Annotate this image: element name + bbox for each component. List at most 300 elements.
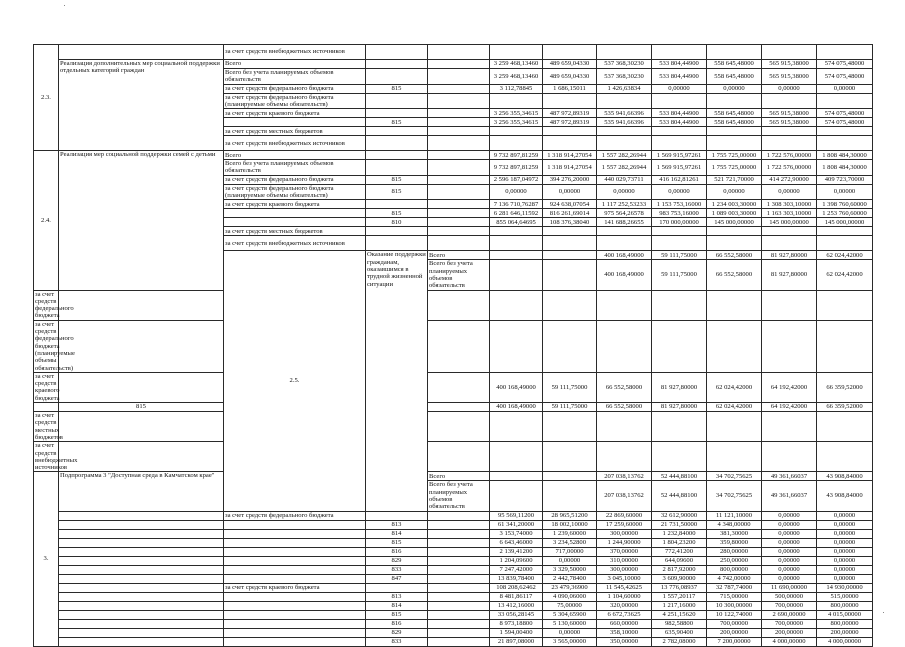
- grbs-code-cell: [366, 236, 428, 251]
- amount-cell: [543, 442, 597, 472]
- grbs-code-cell: 847: [366, 574, 428, 583]
- amount-cell: 200,00000: [817, 628, 873, 637]
- amount-cell: 81 927,80000: [652, 403, 707, 412]
- amount-cell: 0,00000: [762, 529, 817, 538]
- amount-cell: 574 075,48000: [817, 118, 873, 127]
- blank-cell: [543, 472, 597, 481]
- funding-source-cell: [224, 520, 366, 529]
- amount-cell: 66 552,58000: [707, 251, 762, 260]
- blank-cell: [428, 209, 490, 218]
- measure-name-cell: [59, 583, 224, 592]
- amount-cell: [652, 93, 707, 109]
- grbs-code-cell: 815: [366, 538, 428, 547]
- amount-cell: 3 112,78845: [490, 84, 543, 93]
- blank-cell: [428, 403, 490, 412]
- amount-cell: [707, 320, 762, 372]
- table-row: [34, 565, 873, 574]
- amount-cell: [543, 127, 597, 136]
- amount-cell: 10 300,00000: [707, 601, 762, 610]
- blank-cell: [428, 520, 490, 529]
- amount-cell: 0,00000: [762, 511, 817, 520]
- amount-cell: 1 253 760,60000: [817, 209, 873, 218]
- amount-cell: 14 930,00000: [817, 583, 873, 592]
- row-index-cell: 3.: [34, 472, 59, 646]
- measure-name-cell: [59, 520, 224, 529]
- blank-cell: [428, 236, 490, 251]
- measure-name-cell: [59, 592, 224, 601]
- amount-cell: 23 479,36900: [543, 583, 597, 592]
- amount-cell: 310,00000: [597, 556, 652, 565]
- amount-cell: 43 908,84000: [817, 472, 873, 481]
- amount-cell: 33 056,28145: [490, 610, 543, 619]
- amount-cell: 400 168,49000: [490, 372, 543, 402]
- funding-source-cell: Всего: [224, 60, 366, 69]
- amount-cell: [817, 136, 873, 151]
- amount-cell: 95 569,11200: [490, 511, 543, 520]
- grbs-code-cell: 813: [366, 520, 428, 529]
- amount-cell: [597, 136, 652, 151]
- amount-cell: 0,00000: [817, 565, 873, 574]
- row-index-cell: 2.4.: [34, 151, 59, 290]
- amount-cell: 81 927,80000: [762, 251, 817, 260]
- funding-source-cell: [224, 209, 366, 218]
- amount-cell: [543, 320, 597, 372]
- amount-cell: 62 024,42000: [817, 251, 873, 260]
- amount-cell: 18 002,10000: [543, 520, 597, 529]
- amount-cell: [762, 93, 817, 109]
- amount-cell: [597, 236, 652, 251]
- amount-cell: 2 596 187,04972: [490, 175, 543, 184]
- amount-cell: 3 153,74000: [490, 529, 543, 538]
- amount-cell: 66 552,58000: [597, 403, 652, 412]
- amount-cell: [490, 290, 543, 320]
- amount-cell: 487 972,89319: [543, 109, 597, 118]
- funding-source-cell: [224, 637, 366, 646]
- amount-cell: 7 247,42000: [490, 565, 543, 574]
- funding-source-cell: Всего без учета планируемых объемов обязательств: [428, 481, 490, 511]
- grbs-code-cell: 815: [366, 175, 428, 184]
- funding-source-cell: Всего: [428, 472, 490, 481]
- table-row: [34, 60, 873, 69]
- amount-cell: 4 251,15620: [652, 610, 707, 619]
- funding-source-cell: за счет средств федерального бюджета: [224, 84, 366, 93]
- amount-cell: 170 000,00000: [652, 218, 707, 227]
- table-row: [34, 511, 873, 520]
- amount-cell: 0,00000: [652, 184, 707, 200]
- amount-cell: 409 723,70000: [817, 175, 873, 184]
- grbs-code-cell: 815: [366, 118, 428, 127]
- amount-cell: [490, 236, 543, 251]
- blank-cell: [428, 412, 490, 442]
- amount-cell: 1 117 252,53233: [597, 200, 652, 209]
- grbs-code-cell: 833: [366, 637, 428, 646]
- amount-cell: 3 609,90000: [652, 574, 707, 583]
- amount-cell: 0,00000: [762, 565, 817, 574]
- blank-cell: [428, 592, 490, 601]
- blank-cell: [543, 251, 597, 260]
- measure-name-cell: [59, 556, 224, 565]
- grbs-code-cell: 815: [366, 610, 428, 619]
- amount-cell: 0,00000: [817, 538, 873, 547]
- blank-cell: [428, 628, 490, 637]
- amount-cell: 0,00000: [817, 84, 873, 93]
- table-row: [34, 472, 873, 481]
- amount-cell: [762, 136, 817, 151]
- grbs-code-cell: 815: [366, 209, 428, 218]
- funding-source-cell: Всего: [224, 151, 366, 160]
- amount-cell: 6 672,73625: [597, 610, 652, 619]
- amount-cell: [762, 227, 817, 236]
- amount-cell: 416 162,81261: [652, 175, 707, 184]
- amount-cell: 34 702,75625: [707, 481, 762, 511]
- amount-cell: 1 308 303,10000: [762, 200, 817, 209]
- table-row: [34, 619, 873, 628]
- amount-cell: 574 075,48000: [817, 60, 873, 69]
- grbs-code-cell: 816: [366, 619, 428, 628]
- amount-cell: [652, 320, 707, 372]
- blank-cell: [428, 556, 490, 565]
- amount-cell: 535 941,66396: [597, 118, 652, 127]
- grbs-code-cell: 815: [366, 84, 428, 93]
- amount-cell: [762, 127, 817, 136]
- grbs-code-cell: [59, 372, 224, 402]
- amount-cell: 565 915,38000: [762, 60, 817, 69]
- amount-cell: 300,00000: [597, 529, 652, 538]
- amount-cell: [707, 45, 762, 60]
- amount-cell: 487 972,89319: [543, 118, 597, 127]
- funding-source-cell: [224, 610, 366, 619]
- funding-source-cell: [34, 403, 59, 412]
- blank-cell: [428, 93, 490, 109]
- blank-cell: [428, 218, 490, 227]
- amount-cell: 22 869,60000: [597, 511, 652, 520]
- amount-cell: 1 234 003,30000: [707, 200, 762, 209]
- amount-cell: [597, 290, 652, 320]
- table-row: [34, 556, 873, 565]
- table-row: [34, 610, 873, 619]
- amount-cell: 489 659,04330: [543, 60, 597, 69]
- funding-source-cell: за счет средств внебюджетных источников: [224, 236, 366, 251]
- funding-source-cell: за счет средств федерального бюджета (планируемые объемы обязательств): [35, 320, 75, 372]
- funding-source-cell: [224, 538, 366, 547]
- amount-cell: 558 645,48000: [707, 109, 762, 118]
- amount-cell: [597, 45, 652, 60]
- amount-cell: 1 569 915,97261: [652, 160, 707, 176]
- amount-cell: 574 075,48000: [817, 69, 873, 85]
- amount-cell: 350,00000: [597, 637, 652, 646]
- amount-cell: 982,58800: [652, 619, 707, 628]
- amount-cell: 0,00000: [817, 511, 873, 520]
- blank-cell: [428, 601, 490, 610]
- amount-cell: 145 000,00000: [707, 218, 762, 227]
- amount-cell: 10 122,74000: [707, 610, 762, 619]
- amount-cell: 108 208,62462: [490, 583, 543, 592]
- amount-cell: [762, 412, 817, 442]
- amount-cell: 141 688,26655: [597, 218, 652, 227]
- amount-cell: 11 690,00000: [762, 583, 817, 592]
- amount-cell: 0,00000: [762, 547, 817, 556]
- grbs-code-cell: 813: [366, 592, 428, 601]
- funding-source-cell: за счет средств краевого бюджета: [224, 200, 366, 209]
- amount-cell: 1 204,09600: [490, 556, 543, 565]
- measure-name-cell: [59, 538, 224, 547]
- amount-cell: 5 130,60000: [543, 619, 597, 628]
- amount-cell: 0,00000: [490, 184, 543, 200]
- table-row: [34, 403, 873, 412]
- amount-cell: 816 261,69014: [543, 209, 597, 218]
- grbs-code-cell: [366, 127, 428, 136]
- funding-source-cell: за счет средств внебюджетных источников: [224, 136, 366, 151]
- amount-cell: [707, 127, 762, 136]
- amount-cell: 11 121,10000: [707, 511, 762, 520]
- blank-cell: [428, 574, 490, 583]
- amount-cell: 975 564,26578: [597, 209, 652, 218]
- grbs-code-cell: [366, 109, 428, 118]
- funding-source-cell: за счет средств местных бюджетов: [224, 127, 366, 136]
- amount-cell: 250,00000: [707, 556, 762, 565]
- amount-cell: 1 426,63834: [597, 84, 652, 93]
- amount-cell: 3 259 468,13460: [490, 60, 543, 69]
- funding-source-cell: [224, 529, 366, 538]
- amount-cell: 145 000,00000: [762, 218, 817, 227]
- amount-cell: [817, 320, 873, 372]
- table-row: [34, 592, 873, 601]
- amount-cell: [817, 227, 873, 236]
- amount-cell: [490, 127, 543, 136]
- amount-cell: 21 897,08000: [490, 637, 543, 646]
- amount-cell: 0,00000: [817, 556, 873, 565]
- amount-cell: 52 444,88100: [652, 472, 707, 481]
- measure-name-cell: [59, 529, 224, 538]
- amount-cell: 4 015,00000: [817, 610, 873, 619]
- amount-cell: 3 045,10000: [597, 574, 652, 583]
- amount-cell: 574 075,48000: [817, 109, 873, 118]
- amount-cell: 565 915,38000: [762, 109, 817, 118]
- amount-cell: 145 000,00000: [817, 218, 873, 227]
- funding-source-cell: [224, 601, 366, 610]
- blank-cell: [428, 583, 490, 592]
- amount-cell: 558 645,48000: [707, 69, 762, 85]
- amount-cell: [543, 93, 597, 109]
- amount-cell: 400 168,49000: [490, 403, 543, 412]
- amount-cell: [817, 45, 873, 60]
- amount-cell: 1 398 760,60000: [817, 200, 873, 209]
- table-body: [34, 45, 873, 647]
- amount-cell: 3 565,00000: [543, 637, 597, 646]
- amount-cell: 800,00000: [817, 601, 873, 610]
- amount-cell: [597, 442, 652, 472]
- amount-cell: 772,41200: [652, 547, 707, 556]
- table-row: [34, 583, 873, 592]
- amount-cell: [490, 93, 543, 109]
- amount-cell: 0,00000: [762, 538, 817, 547]
- blank-cell: [428, 200, 490, 209]
- amount-cell: [597, 227, 652, 236]
- table-row: [34, 574, 873, 583]
- amount-cell: 49 361,66037: [762, 481, 817, 511]
- amount-cell: 0,00000: [707, 184, 762, 200]
- amount-cell: 644,09600: [652, 556, 707, 565]
- table-row: [34, 45, 873, 60]
- amount-cell: 9 732 897,81259: [490, 160, 543, 176]
- amount-cell: 207 038,13762: [597, 472, 652, 481]
- amount-cell: 2 782,08000: [652, 637, 707, 646]
- amount-cell: 440 029,73711: [597, 175, 652, 184]
- blank-cell: [428, 69, 490, 85]
- blank-cell: [428, 109, 490, 118]
- amount-cell: 13 776,08937: [652, 583, 707, 592]
- funding-source-cell: за счет средств внебюджетных источников: [35, 442, 78, 472]
- blank-cell: [428, 127, 490, 136]
- funding-source-cell: за счет средств федерального бюджета (планируемые объемы обязательств): [224, 184, 366, 200]
- amount-cell: 533 804,44900: [652, 109, 707, 118]
- blank-cell: [428, 619, 490, 628]
- amount-cell: 66 552,58000: [707, 260, 762, 290]
- blank-cell: [428, 151, 490, 160]
- amount-cell: 13 839,78400: [490, 574, 543, 583]
- measure-name-cell: Подпрограмма 3 "Доступная среда в Камчатском крае": [59, 472, 224, 511]
- funding-source-cell: [224, 619, 366, 628]
- funding-source-cell: Всего: [428, 251, 490, 260]
- grbs-code-cell: 829: [366, 556, 428, 565]
- amount-cell: 1 755 725,00000: [707, 160, 762, 176]
- scan-speck: [883, 612, 884, 613]
- amount-cell: [817, 290, 873, 320]
- grbs-code-cell: [366, 93, 428, 109]
- amount-cell: [817, 442, 873, 472]
- amount-cell: [762, 236, 817, 251]
- amount-cell: [543, 290, 597, 320]
- grbs-code-cell: 816: [366, 547, 428, 556]
- amount-cell: 1 217,16000: [652, 601, 707, 610]
- amount-cell: 1 104,60000: [597, 592, 652, 601]
- amount-cell: 533 804,44900: [652, 118, 707, 127]
- amount-cell: 0,00000: [597, 184, 652, 200]
- amount-cell: 2 817,92000: [652, 565, 707, 574]
- amount-cell: 537 368,30230: [597, 69, 652, 85]
- amount-cell: 565 915,38000: [762, 118, 817, 127]
- blank-cell: [428, 511, 490, 520]
- amount-cell: [707, 136, 762, 151]
- table-row: [34, 601, 873, 610]
- funding-source-cell: за счет средств краевого бюджета: [35, 372, 60, 402]
- amount-cell: [762, 320, 817, 372]
- grbs-code-cell: [490, 260, 543, 290]
- amount-cell: [762, 45, 817, 60]
- amount-cell: 0,00000: [817, 184, 873, 200]
- amount-cell: [817, 412, 873, 442]
- amount-cell: 1 808 484,30000: [817, 151, 873, 160]
- amount-cell: 52 444,88100: [652, 481, 707, 511]
- blank-cell: [428, 372, 490, 402]
- funding-source-cell: [224, 628, 366, 637]
- amount-cell: 81 927,80000: [652, 372, 707, 402]
- table-row: [34, 372, 873, 402]
- amount-cell: 59 111,75000: [543, 403, 597, 412]
- amount-cell: [597, 412, 652, 442]
- amount-cell: 1 686,15011: [543, 84, 597, 93]
- amount-cell: [652, 227, 707, 236]
- row-index-cell: 2.5.: [224, 251, 366, 511]
- amount-cell: 715,00000: [707, 592, 762, 601]
- funding-source-cell: [224, 118, 366, 127]
- funding-source-cell: за счет средств федерального бюджета: [224, 175, 366, 184]
- amount-cell: 1 722 576,00000: [762, 160, 817, 176]
- amount-cell: [543, 236, 597, 251]
- amount-cell: 32 612,90000: [652, 511, 707, 520]
- blank-cell: [428, 160, 490, 176]
- amount-cell: 1 804,23200: [652, 538, 707, 547]
- grbs-code-cell: 815: [366, 184, 428, 200]
- amount-cell: 43 908,84000: [817, 481, 873, 511]
- amount-cell: 1 232,84000: [652, 529, 707, 538]
- amount-cell: 381,30000: [707, 529, 762, 538]
- amount-cell: 717,00000: [543, 547, 597, 556]
- grbs-code-cell: 810: [366, 218, 428, 227]
- amount-cell: [817, 127, 873, 136]
- grbs-code-cell: [366, 45, 428, 60]
- amount-cell: [707, 236, 762, 251]
- amount-cell: 2 690,00000: [762, 610, 817, 619]
- blank-cell: [543, 260, 597, 290]
- funding-source-cell: Всего без учета планируемых объемов обязательств: [224, 160, 366, 176]
- amount-cell: 400 168,49000: [597, 260, 652, 290]
- amount-cell: 7 200,00000: [707, 637, 762, 646]
- funding-source-cell: за счет средств краевого бюджета: [224, 109, 366, 118]
- amount-cell: 3 256 355,34615: [490, 109, 543, 118]
- amount-cell: [707, 290, 762, 320]
- table-row: [34, 290, 873, 320]
- amount-cell: 4 348,00000: [707, 520, 762, 529]
- grbs-code-cell: [366, 69, 428, 85]
- grbs-code-cell: [366, 200, 428, 209]
- grbs-code-cell: [490, 251, 543, 260]
- blank-cell: [428, 547, 490, 556]
- amount-cell: 489 659,04330: [543, 69, 597, 85]
- amount-cell: 359,80000: [707, 538, 762, 547]
- amount-cell: [490, 320, 543, 372]
- funding-source-cell: [224, 547, 366, 556]
- amount-cell: [652, 290, 707, 320]
- amount-cell: 855 064,64695: [490, 218, 543, 227]
- funding-source-cell: за счет средств федерального бюджета (планируемые объемы обязательств): [224, 93, 366, 109]
- blank-cell: [428, 60, 490, 69]
- amount-cell: 6 281 646,11592: [490, 209, 543, 218]
- funding-source-cell: [224, 218, 366, 227]
- blank-cell: [428, 529, 490, 538]
- amount-cell: 66 552,58000: [597, 372, 652, 402]
- amount-cell: 207 038,13762: [597, 481, 652, 511]
- grbs-code-cell: [366, 160, 428, 176]
- amount-cell: 533 804,44900: [652, 69, 707, 85]
- amount-cell: [707, 442, 762, 472]
- grbs-code-cell: 815: [59, 403, 224, 412]
- measure-name-cell: [59, 619, 224, 628]
- funding-source-cell: за счет средств федерального бюджета: [35, 290, 74, 320]
- amount-cell: [543, 45, 597, 60]
- amount-cell: 565 915,38000: [762, 69, 817, 85]
- amount-cell: [490, 412, 543, 442]
- amount-cell: 0,00000: [762, 84, 817, 93]
- amount-cell: 1 569 915,97261: [652, 151, 707, 160]
- amount-cell: 700,00000: [762, 619, 817, 628]
- amount-cell: 1 594,00400: [490, 628, 543, 637]
- amount-cell: 500,00000: [762, 592, 817, 601]
- amount-cell: 1 153 753,16000: [652, 200, 707, 209]
- amount-cell: 660,00000: [597, 619, 652, 628]
- amount-cell: [652, 127, 707, 136]
- amount-cell: 535 941,66396: [597, 109, 652, 118]
